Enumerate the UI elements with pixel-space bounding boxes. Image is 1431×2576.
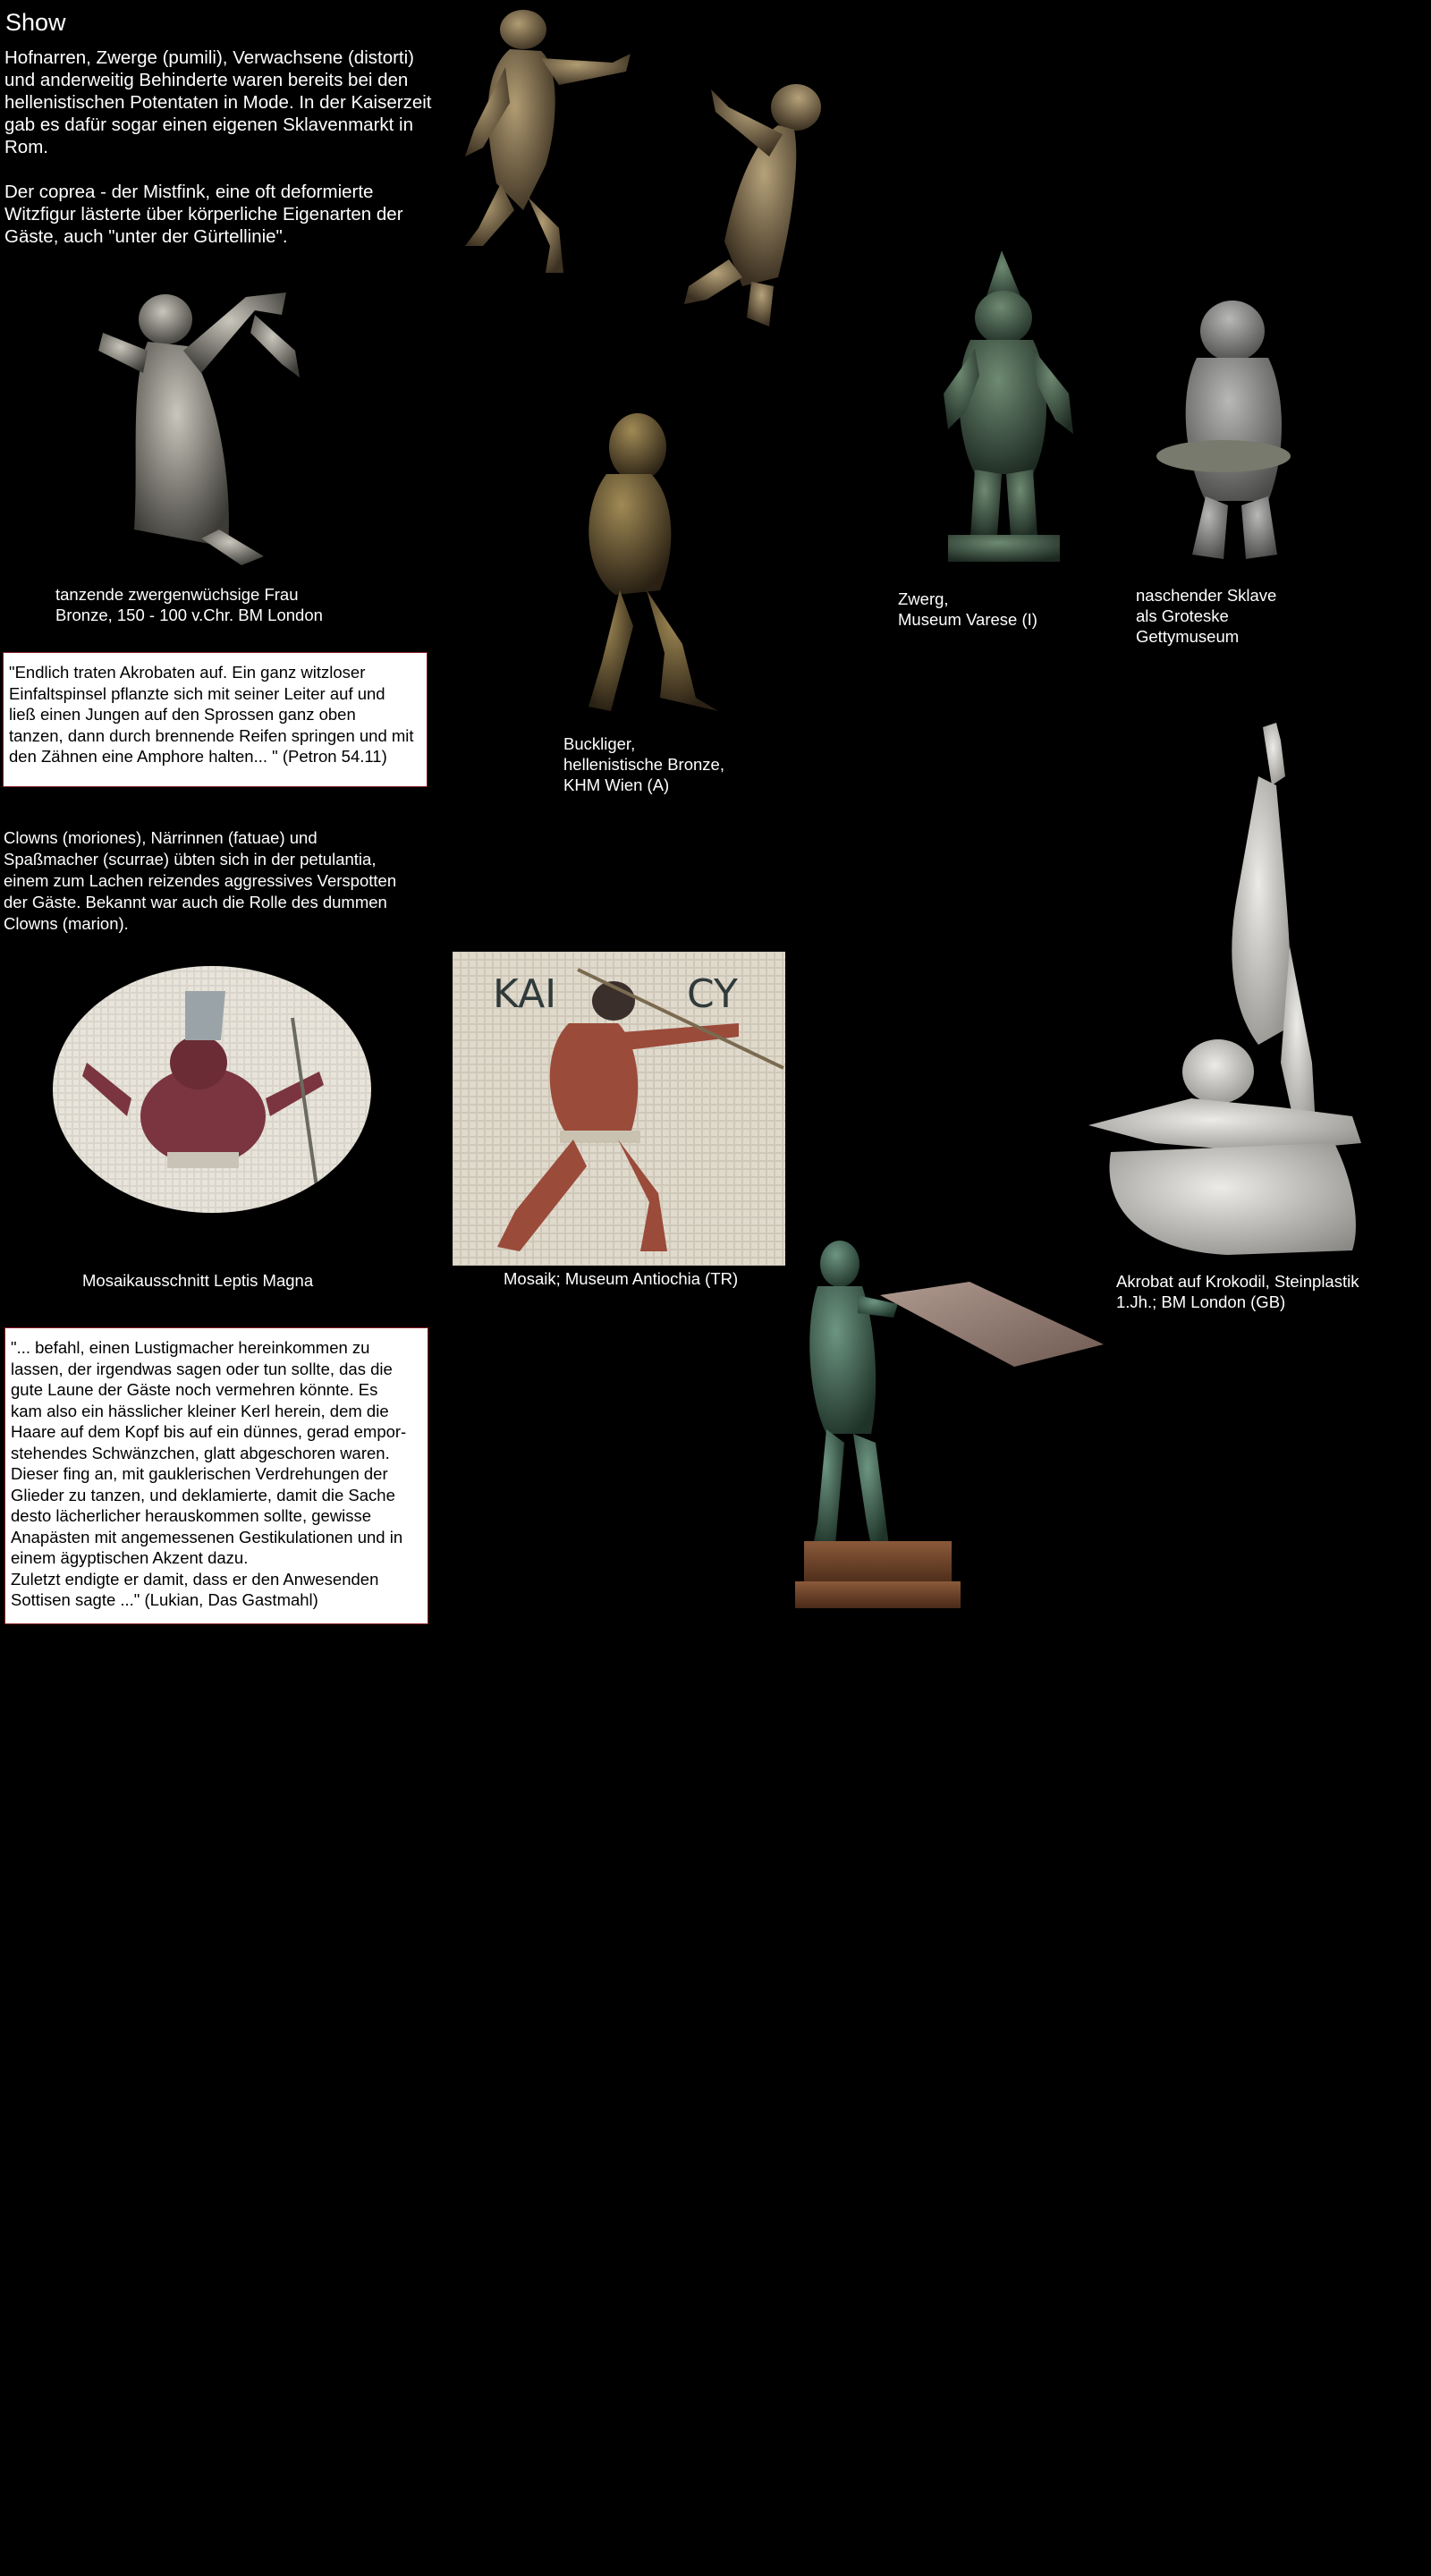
hunchback-bronze-statue [562,411,732,720]
quote-line: Haare auf dem Kopf bis auf ein dünnes, gerad empor- [11,1422,407,1441]
quote-line: einem ägyptischen Akzent dazu. [11,1548,249,1567]
quote-line: lassen, der irgendwas sagen oder tun sollte, das die [11,1359,393,1378]
caption-dancer [55,584,323,625]
intro-paragraph-2: Der coprea - der Mistfink, eine oft deformierte Witzfigur lästerte über körperliche Eigenarten der Gäste, auch "unter der Gürtellinie". [4,182,403,247]
caption-mosaic-leptis-line: Mosaikausschnitt Leptis Magna [82,1271,314,1290]
caption-dancer-line: Bronze, 150 - 100 v.Chr. BM London [55,606,323,624]
caption-slave-line: Gettymuseum [1136,627,1240,646]
caption-mosaic-leptis [82,1270,313,1291]
caption-slave-line: als Groteske [1136,606,1229,625]
quote-line: Dieser fing an, mit gauklerischen Verdrehungen der [11,1464,388,1483]
quote-line: gute Laune der Gäste noch vermehren könnte. Es [11,1380,378,1399]
dancing-dwarf-woman-statue [94,279,309,574]
grotesque-slave-statue [1143,295,1313,572]
quote-line: den Zähnen eine Amphore halten... " (Petron 54.11) [9,747,387,766]
quote-line: Anapästen mit angemessenen Gestikulationen und in [11,1527,403,1546]
quote-box-lukian [4,1327,428,1624]
quote-line: Zuletzt endigte er damit, dass er den Anwesenden [11,1569,379,1589]
caption-hunchback-line: hellenistische Bronze, [563,755,724,774]
mosaic-antiochia-image [453,952,785,1266]
caption-acrobat [1116,1271,1359,1312]
intro-paragraph-1: Hofnarren, Zwerge (pumili), Verwachsene (distorti) und anderweitig Behinderte waren bereits bei den hellenistischen Potentaten in Mode. In der Kaiserzeit gab es dafür sogar einen eigenen Sklavenmarkt in Rom. [4,47,432,157]
bronze-dancer-figure-2 [680,72,841,331]
bronze-figure-with-tray [791,1237,1105,1622]
caption-mosaic-antiochia [504,1268,738,1289]
caption-dancer-line: tanzende zwergenwüchsige Frau [55,585,299,604]
quote-line: kam also ein hässlicher kleiner Kerl herein, dem die [11,1401,389,1420]
quote-line: "... befahl, einen Lustigmacher hereinkommen zu [11,1338,370,1357]
quote-line: ließ einen Jungen auf den Sprossen ganz oben [9,705,356,724]
caption-hunchback-line: Buckliger, [563,734,636,753]
quote-line: Glieder zu tanzen, und deklamierte, damit die Sache [11,1485,395,1504]
quote-line: "Endlich traten Akrobaten auf. Ein ganz witzloser [9,663,366,682]
dwarf-varese-statue [921,250,1082,577]
quote-line: Sottisen sagte ..." (Lukian, Das Gastmahl) [11,1590,318,1609]
caption-mosaic-antiochia-line: Mosaik; Museum Antiochia (TR) [504,1269,739,1288]
caption-hunchback-line: KHM Wien (A) [563,775,670,794]
caption-dwarf-varese-line: Zwerg, [898,589,949,608]
bronze-dancer-figure-1 [461,4,639,282]
quote-line: stehendes Schwänzchen, glatt abgeschoren waren. [11,1443,390,1462]
caption-hunchback [563,733,724,795]
quote-box-petron [3,652,428,787]
caption-slave [1136,585,1276,647]
caption-dwarf-varese-line: Museum Varese (I) [898,610,1037,629]
acrobat-crocodile-sculpture [1084,723,1370,1259]
mosaic-leptis-magna-image [51,964,373,1215]
clowns-text: Clowns (moriones), Närrinnen (fatuae) und Spaßmacher (scurrae) übten sich in der petulantia, einem zum Lachen reizendes aggressives Verspotten der Gäste. Bekannt war auch die Rolle des dummen Clowns (marion). [4,828,397,933]
mosaic-letters-left: KAI [493,971,557,1017]
quote-line: tanzen, dann durch brennende Reifen springen und mit [9,725,414,745]
quote-line: Einfaltspinsel pflanzte sich mit seiner Leiter auf und [9,683,385,703]
quote-line: desto lächerlicher herauskommen sollte, gewisse [11,1506,372,1525]
caption-slave-line: naschender Sklave [1136,586,1277,605]
page-title: Show [5,9,66,36]
mosaic-letters-right: CY [687,971,738,1017]
intro-text [4,47,434,270]
caption-acrobat-line: 1.Jh.; BM London (GB) [1116,1292,1286,1311]
caption-acrobat-line: Akrobat auf Krokodil, Steinplastik [1116,1272,1359,1291]
caption-dwarf-varese [898,589,1037,630]
